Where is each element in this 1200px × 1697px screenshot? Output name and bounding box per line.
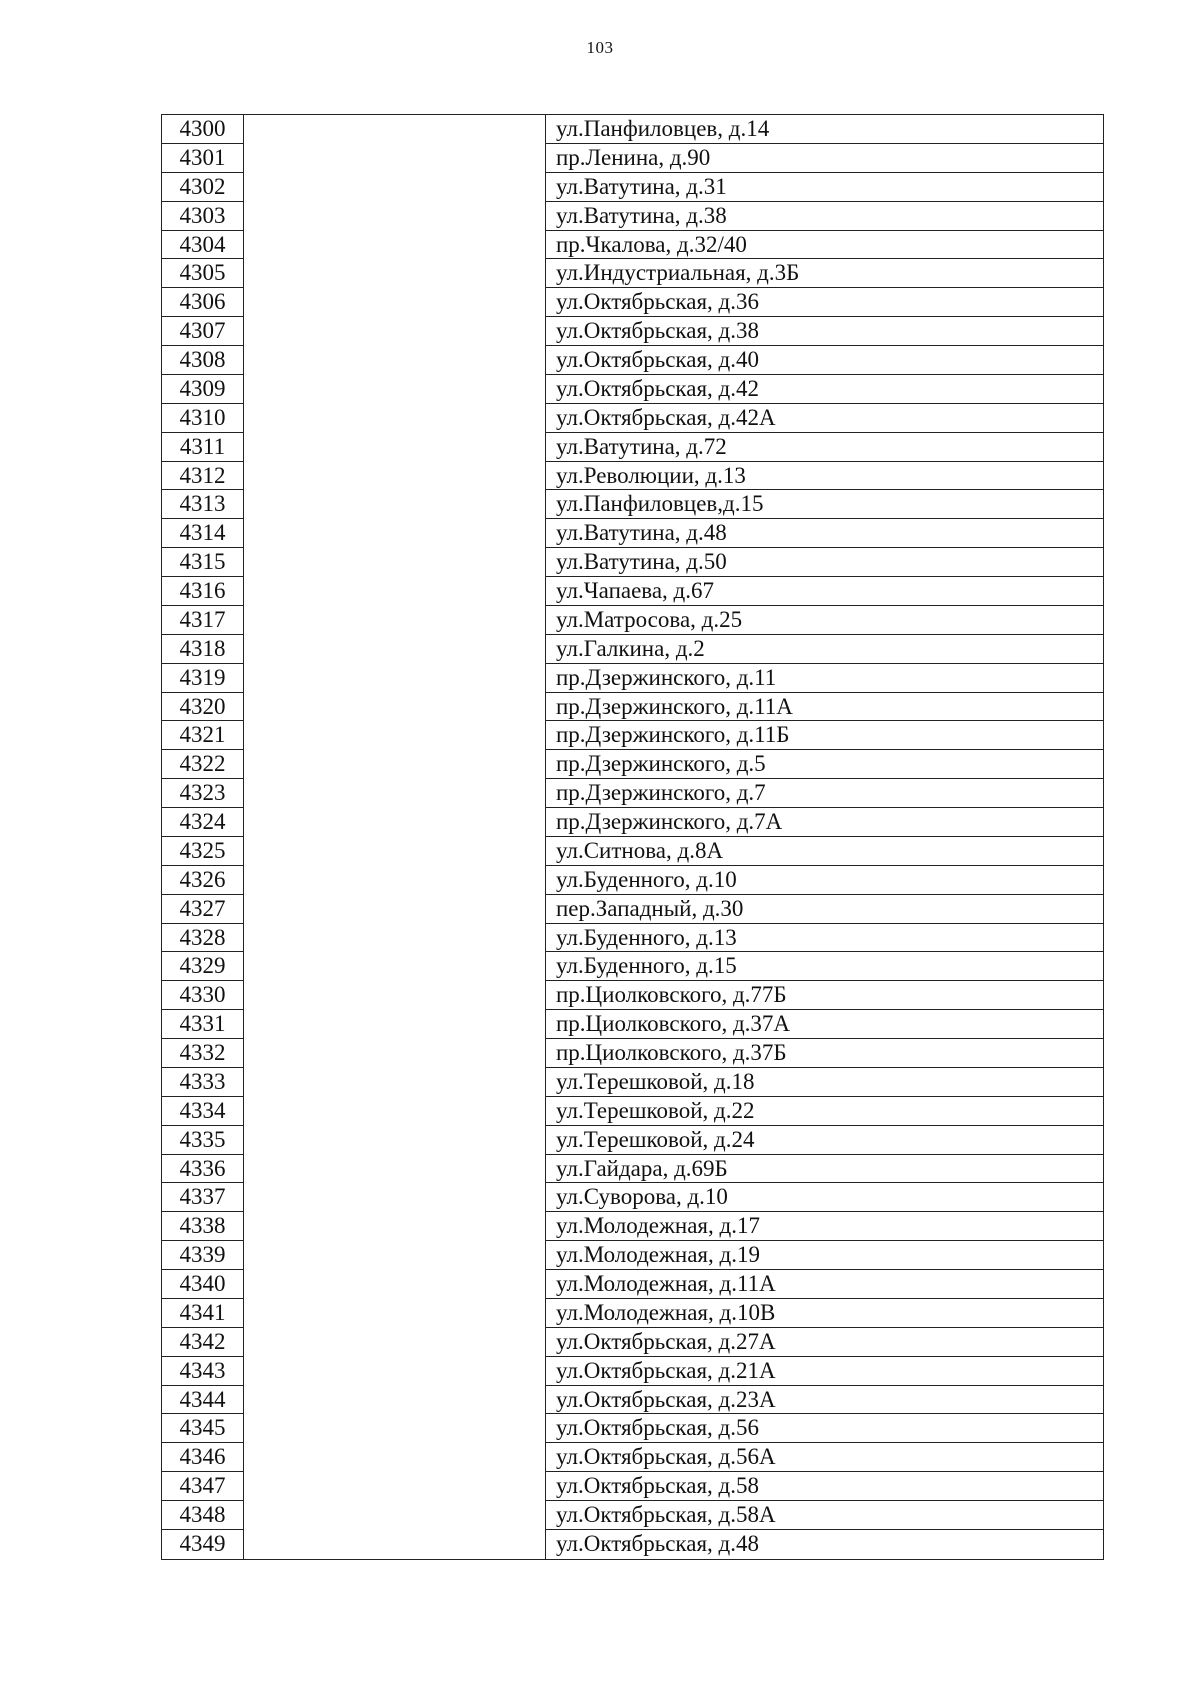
address-cell: ул.Галкина, д.2 bbox=[556, 635, 705, 661]
row-number-cell: 4347 bbox=[162, 1472, 244, 1501]
table-row bbox=[162, 1039, 1103, 1068]
table-row bbox=[162, 115, 1103, 144]
row-number-cell: 4308 bbox=[162, 346, 244, 375]
row-number-cell: 4313 bbox=[162, 490, 244, 519]
address-cell: ул.Молодежная, д.19 bbox=[556, 1242, 760, 1268]
row-number-cell: 4314 bbox=[162, 519, 244, 548]
address-cell: пр.Циолковского, д.37А bbox=[556, 1011, 791, 1037]
table-row bbox=[162, 288, 1103, 317]
table-row bbox=[162, 375, 1103, 404]
address-cell: пр.Дзержинского, д.11Б bbox=[556, 722, 790, 748]
empty-cell bbox=[244, 519, 546, 548]
table-row bbox=[162, 1414, 1103, 1443]
table-row bbox=[162, 173, 1103, 202]
row-number-cell: 4343 bbox=[162, 1357, 244, 1386]
row-number-cell: 4341 bbox=[162, 1299, 244, 1328]
table-row bbox=[162, 548, 1103, 577]
address-cell: ул.Октябрьская, д.21А bbox=[556, 1357, 776, 1383]
row-number-cell: 4326 bbox=[162, 866, 244, 895]
empty-cell bbox=[244, 1328, 546, 1357]
table-row bbox=[162, 346, 1103, 375]
address-cell: пр.Дзержинского, д.11 bbox=[556, 664, 777, 690]
table-row bbox=[162, 808, 1103, 837]
address-cell: ул.Гайдара, д.69Б bbox=[556, 1155, 728, 1181]
address-cell: ул.Ватутина, д.50 bbox=[556, 549, 727, 575]
empty-cell bbox=[244, 693, 546, 722]
table-row bbox=[162, 1472, 1103, 1501]
address-cell: ул.Октябрьская, д.42А bbox=[556, 404, 776, 430]
row-number-cell: 4300 bbox=[162, 115, 244, 144]
address-cell: ул.Буденного, д.15 bbox=[556, 953, 737, 979]
empty-cell bbox=[244, 404, 546, 433]
empty-cell bbox=[244, 981, 546, 1010]
empty-cell bbox=[244, 924, 546, 953]
row-number-cell: 4305 bbox=[162, 259, 244, 288]
row-number-cell: 4322 bbox=[162, 750, 244, 779]
row-number-cell: 4312 bbox=[162, 462, 244, 491]
table-row bbox=[162, 1357, 1103, 1386]
table-row bbox=[162, 952, 1103, 981]
row-number-cell: 4309 bbox=[162, 375, 244, 404]
table-row bbox=[162, 1010, 1103, 1039]
empty-cell bbox=[244, 1155, 546, 1184]
empty-cell bbox=[244, 1270, 546, 1299]
row-number-cell: 4339 bbox=[162, 1241, 244, 1270]
table-row bbox=[162, 1443, 1103, 1472]
row-number-cell: 4337 bbox=[162, 1183, 244, 1212]
address-cell: ул.Революции, д.13 bbox=[556, 462, 746, 488]
table-row bbox=[162, 317, 1103, 346]
row-number-cell: 4301 bbox=[162, 144, 244, 173]
empty-cell bbox=[244, 1126, 546, 1155]
row-number-cell: 4319 bbox=[162, 664, 244, 693]
empty-cell bbox=[244, 375, 546, 404]
empty-cell bbox=[244, 895, 546, 924]
row-number-cell: 4323 bbox=[162, 779, 244, 808]
empty-cell bbox=[244, 866, 546, 895]
row-number-cell: 4334 bbox=[162, 1097, 244, 1126]
row-number-cell: 4340 bbox=[162, 1270, 244, 1299]
empty-cell bbox=[244, 1472, 546, 1501]
address-cell: ул.Октябрьская, д.42 bbox=[556, 375, 759, 401]
row-number-cell: 4333 bbox=[162, 1068, 244, 1097]
address-cell: ул.Октябрьская, д.36 bbox=[556, 289, 759, 315]
empty-cell bbox=[244, 1501, 546, 1530]
empty-cell bbox=[244, 1357, 546, 1386]
row-number-cell: 4348 bbox=[162, 1501, 244, 1530]
empty-cell bbox=[244, 837, 546, 866]
address-cell: ул.Октябрьская, д.58А bbox=[556, 1502, 776, 1527]
row-number-cell: 4304 bbox=[162, 231, 244, 260]
table-row bbox=[162, 1183, 1103, 1212]
empty-cell bbox=[244, 1068, 546, 1097]
row-number-cell: 4306 bbox=[162, 288, 244, 317]
row-number-cell: 4303 bbox=[162, 202, 244, 231]
empty-cell bbox=[244, 231, 546, 260]
empty-cell bbox=[244, 1386, 546, 1415]
table-row bbox=[162, 693, 1103, 722]
empty-cell bbox=[244, 779, 546, 808]
row-number-cell: 4321 bbox=[162, 721, 244, 750]
empty-cell bbox=[244, 115, 546, 144]
empty-cell bbox=[244, 664, 546, 693]
row-divider bbox=[546, 1529, 1103, 1530]
row-number-cell: 4311 bbox=[162, 433, 244, 462]
address-cell: пр.Чкалова, д.32/40 bbox=[556, 231, 747, 257]
empty-cell bbox=[244, 317, 546, 346]
empty-cell bbox=[244, 808, 546, 837]
table-row bbox=[162, 1241, 1103, 1270]
row-number-cell: 4330 bbox=[162, 981, 244, 1010]
address-cell: ул.Октябрьская, д.27А bbox=[556, 1328, 776, 1354]
row-number-cell: 4316 bbox=[162, 577, 244, 606]
row-number-cell: 4324 bbox=[162, 808, 244, 837]
table-row bbox=[162, 404, 1103, 433]
table-row bbox=[162, 1155, 1103, 1184]
address-cell: ул.Панфиловцев,д.15 bbox=[556, 491, 764, 517]
row-divider bbox=[162, 1529, 244, 1530]
address-cell: пр.Дзержинского, д.7А bbox=[556, 809, 783, 834]
row-number-cell: 4310 bbox=[162, 404, 244, 433]
empty-cell bbox=[244, 1241, 546, 1270]
table-row bbox=[162, 259, 1103, 288]
address-cell: ул.Суворова, д.10 bbox=[556, 1184, 728, 1210]
empty-cell bbox=[244, 1414, 546, 1443]
address-cell: ул.Октябрьская, д.48 bbox=[556, 1530, 759, 1556]
address-cell: ул.Молодежная, д.17 bbox=[556, 1213, 760, 1239]
address-cell: ул.Терешковой, д.22 bbox=[556, 1097, 755, 1123]
table-row bbox=[162, 750, 1103, 779]
table-row bbox=[162, 519, 1103, 548]
table-row bbox=[162, 981, 1103, 1010]
table-row bbox=[162, 1328, 1103, 1357]
empty-cell bbox=[244, 721, 546, 750]
address-cell: ул.Октябрьская, д.40 bbox=[556, 347, 759, 372]
address-cell: ул.Октябрьская, д.56А bbox=[556, 1444, 776, 1470]
address-cell: пр.Дзержинского, д.7 bbox=[556, 780, 766, 806]
table-row bbox=[162, 1068, 1103, 1097]
row-number-cell: 4302 bbox=[162, 173, 244, 202]
row-number-cell: 4338 bbox=[162, 1212, 244, 1241]
row-number-cell: 4349 bbox=[162, 1530, 244, 1559]
empty-cell bbox=[244, 173, 546, 202]
address-cell: ул.Ватутина, д.31 bbox=[556, 173, 727, 199]
address-cell: ул.Октябрьская, д.56 bbox=[556, 1415, 759, 1441]
row-number-cell: 4320 bbox=[162, 693, 244, 722]
table-row bbox=[162, 1212, 1103, 1241]
address-cell: ул.Молодежная, д.11А bbox=[556, 1271, 776, 1296]
address-cell: ул.Октябрьская, д.58 bbox=[556, 1473, 759, 1499]
empty-cell bbox=[244, 462, 546, 491]
empty-cell bbox=[244, 346, 546, 375]
address-cell: ул.Ватутина, д.72 bbox=[556, 433, 727, 459]
address-cell: ул.Терешковой, д.18 bbox=[556, 1068, 755, 1094]
address-cell: пр.Дзержинского, д.5 bbox=[556, 751, 766, 777]
empty-cell bbox=[244, 1530, 546, 1559]
address-cell: пр.Ленина, д.90 bbox=[556, 144, 711, 170]
row-number-cell: 4342 bbox=[162, 1328, 244, 1357]
table-row bbox=[162, 606, 1103, 635]
address-cell: ул.Ватутина, д.38 bbox=[556, 202, 727, 228]
address-cell: пр.Циолковского, д.37Б bbox=[556, 1040, 787, 1065]
table-row bbox=[162, 1501, 1103, 1530]
empty-cell bbox=[244, 577, 546, 606]
address-cell: ул.Буденного, д.13 bbox=[556, 924, 737, 950]
empty-cell bbox=[244, 635, 546, 664]
empty-cell bbox=[244, 1443, 546, 1472]
address-cell: ул.Терешковой, д.24 bbox=[556, 1126, 755, 1152]
row-number-cell: 4307 bbox=[162, 317, 244, 346]
table-row bbox=[162, 721, 1103, 750]
row-number-cell: 4335 bbox=[162, 1126, 244, 1155]
row-number-cell: 4318 bbox=[162, 635, 244, 664]
table-row bbox=[162, 1097, 1103, 1126]
empty-cell bbox=[244, 259, 546, 288]
row-number-cell: 4336 bbox=[162, 1155, 244, 1184]
empty-cell bbox=[244, 606, 546, 635]
table-row bbox=[162, 837, 1103, 866]
table-row bbox=[162, 1530, 1103, 1559]
row-number-cell: 4331 bbox=[162, 1010, 244, 1039]
address-cell: пр.Дзержинского, д.11А bbox=[556, 693, 793, 719]
address-cell: ул.Чапаева, д.67 bbox=[556, 578, 715, 603]
empty-cell bbox=[244, 144, 546, 173]
table-row bbox=[162, 490, 1103, 519]
table-row bbox=[162, 1270, 1103, 1299]
address-cell: ул.Ситнова, д.8А bbox=[556, 837, 724, 863]
empty-cell bbox=[244, 1097, 546, 1126]
address-cell: ул.Октябрьская, д.38 bbox=[556, 318, 759, 344]
table-row bbox=[162, 779, 1103, 808]
page-number: 103 bbox=[586, 38, 614, 57]
address-cell: ул.Буденного, д.10 bbox=[556, 866, 737, 892]
address-cell: ул.Индустриальная, д.3Б bbox=[556, 260, 800, 286]
row-number-cell: 4332 bbox=[162, 1039, 244, 1068]
row-number-cell: 4329 bbox=[162, 952, 244, 981]
empty-cell bbox=[244, 433, 546, 462]
table-row bbox=[162, 1126, 1103, 1155]
table-row bbox=[162, 635, 1103, 664]
table-row bbox=[162, 1386, 1103, 1415]
address-cell: пер.Западный, д.30 bbox=[556, 895, 744, 921]
row-number-cell: 4315 bbox=[162, 548, 244, 577]
table-row bbox=[162, 144, 1103, 173]
row-number-cell: 4344 bbox=[162, 1386, 244, 1415]
table-row bbox=[162, 462, 1103, 491]
empty-cell bbox=[244, 1010, 546, 1039]
row-number-cell: 4346 bbox=[162, 1443, 244, 1472]
table-row bbox=[162, 202, 1103, 231]
empty-cell bbox=[244, 202, 546, 231]
empty-cell bbox=[244, 548, 546, 577]
table-row bbox=[162, 577, 1103, 606]
row-number-cell: 4317 bbox=[162, 606, 244, 635]
table-row bbox=[162, 895, 1103, 924]
empty-cell bbox=[244, 490, 546, 519]
address-cell: ул.Октябрьская, д.23А bbox=[556, 1386, 776, 1412]
address-cell: ул.Молодежная, д.10В bbox=[556, 1299, 776, 1325]
address-cell: пр.Циолковского, д.77Б bbox=[556, 982, 787, 1008]
empty-cell bbox=[244, 1212, 546, 1241]
row-number-cell: 4327 bbox=[162, 895, 244, 924]
address-table bbox=[161, 114, 1104, 1560]
row-number-cell: 4325 bbox=[162, 837, 244, 866]
empty-cell bbox=[244, 1299, 546, 1328]
address-cell: ул.Ватутина, д.48 bbox=[556, 520, 727, 546]
table-row bbox=[162, 1299, 1103, 1328]
table-row bbox=[162, 664, 1103, 693]
row-number-cell: 4328 bbox=[162, 924, 244, 953]
table-row bbox=[162, 231, 1103, 260]
table-row bbox=[162, 924, 1103, 953]
table-row bbox=[162, 866, 1103, 895]
empty-cell bbox=[244, 1183, 546, 1212]
address-cell: ул.Панфиловцев, д.14 bbox=[556, 116, 770, 141]
empty-cell bbox=[244, 288, 546, 317]
row-number-cell: 4345 bbox=[162, 1414, 244, 1443]
empty-cell bbox=[244, 1039, 546, 1068]
empty-cell bbox=[244, 952, 546, 981]
empty-cell bbox=[244, 750, 546, 779]
table-row bbox=[162, 433, 1103, 462]
address-cell: ул.Матросова, д.25 bbox=[556, 606, 743, 632]
